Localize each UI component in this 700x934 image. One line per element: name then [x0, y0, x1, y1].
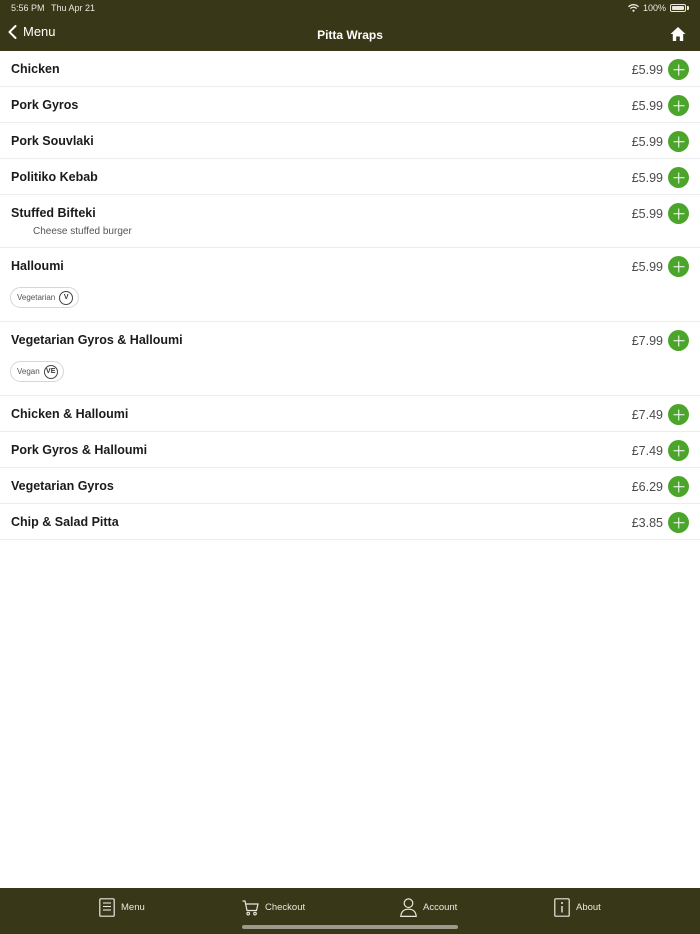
list-item[interactable] — [0, 322, 700, 396]
tab-checkout[interactable] — [242, 896, 305, 918]
tab-menu-label: Menu — [121, 901, 145, 913]
list-item[interactable] — [0, 468, 700, 504]
item-price: £7.49 — [631, 408, 663, 422]
list-item[interactable] — [0, 396, 700, 432]
list-item[interactable] — [0, 195, 700, 248]
item-price: £5.99 — [631, 260, 663, 274]
add-button[interactable] — [668, 167, 689, 188]
item-price: £5.99 — [631, 99, 663, 113]
add-button[interactable] — [668, 476, 689, 497]
wifi-icon — [628, 4, 639, 12]
item-description: Cheese stuffed burger — [33, 226, 132, 237]
item-name: Pork Gyros & Halloumi — [11, 443, 148, 457]
page-title: Pitta Wraps — [317, 28, 383, 42]
item-name: Politiko Kebab — [11, 170, 98, 184]
tab-checkout-label: Checkout — [265, 901, 306, 913]
item-name: Chicken & Halloumi — [11, 407, 129, 421]
vegan-tag — [10, 361, 64, 382]
item-name: Vegetarian Gyros & Halloumi — [11, 333, 183, 347]
home-indicator — [242, 925, 458, 929]
item-name: Pork Gyros — [11, 98, 79, 112]
add-button[interactable] — [668, 256, 689, 277]
list-item[interactable] — [0, 248, 700, 322]
info-icon — [554, 898, 570, 917]
item-price: £5.99 — [631, 63, 663, 77]
item-price: £7.49 — [631, 444, 663, 458]
status-bar — [0, 3, 700, 15]
item-name: Vegetarian Gyros — [11, 479, 114, 493]
add-button[interactable] — [668, 330, 689, 351]
tab-menu[interactable] — [99, 896, 145, 918]
battery-tip — [687, 6, 689, 10]
add-button[interactable] — [668, 59, 689, 80]
item-name: Chip & Salad Pitta — [11, 515, 119, 529]
menu-item-list — [0, 51, 700, 540]
add-button[interactable] — [668, 131, 689, 152]
list-item[interactable] — [0, 87, 700, 123]
list-item[interactable] — [0, 432, 700, 468]
nav-bar — [0, 18, 700, 50]
cart-icon — [242, 899, 259, 916]
add-button[interactable] — [668, 404, 689, 425]
item-name: Chicken — [11, 62, 60, 76]
top-bar — [0, 0, 700, 51]
tab-about-label: About — [576, 901, 601, 913]
vegetarian-badge-icon: V — [59, 291, 73, 305]
item-price: £3.85 — [631, 516, 663, 530]
item-name: Halloumi — [11, 259, 64, 273]
back-label: Menu — [23, 24, 56, 39]
list-item[interactable] — [0, 159, 700, 195]
tag-label: Vegan — [17, 367, 40, 376]
person-icon — [400, 898, 417, 917]
tab-bar — [0, 888, 700, 934]
item-name: Pork Souvlaki — [11, 134, 94, 148]
status-date: Thu Apr 21 — [51, 3, 96, 13]
vegetarian-tag — [10, 287, 79, 308]
item-price: £5.99 — [631, 135, 663, 149]
item-price: £7.99 — [631, 334, 663, 348]
tab-account-label: Account — [423, 901, 458, 913]
status-time: 5:56 PM — [11, 3, 45, 13]
menu-book-icon — [99, 898, 115, 917]
add-button[interactable] — [668, 95, 689, 116]
home-icon[interactable] — [670, 26, 686, 42]
list-item[interactable] — [0, 504, 700, 540]
item-price: £6.29 — [631, 480, 663, 494]
tab-about[interactable] — [554, 896, 601, 918]
item-price: £5.99 — [631, 207, 663, 221]
vegan-badge-icon: VE — [44, 365, 58, 379]
tab-account[interactable] — [400, 896, 457, 918]
battery-percent: 100% — [642, 3, 666, 13]
list-item[interactable] — [0, 51, 700, 87]
item-name: Stuffed Bifteki — [11, 206, 96, 220]
status-right — [628, 3, 689, 13]
add-button[interactable] — [668, 440, 689, 461]
add-button[interactable] — [668, 512, 689, 533]
list-item[interactable] — [0, 123, 700, 159]
tag-label: Vegetarian — [17, 293, 56, 302]
add-button[interactable] — [668, 203, 689, 224]
battery-icon — [670, 4, 686, 12]
item-price: £5.99 — [631, 171, 663, 185]
